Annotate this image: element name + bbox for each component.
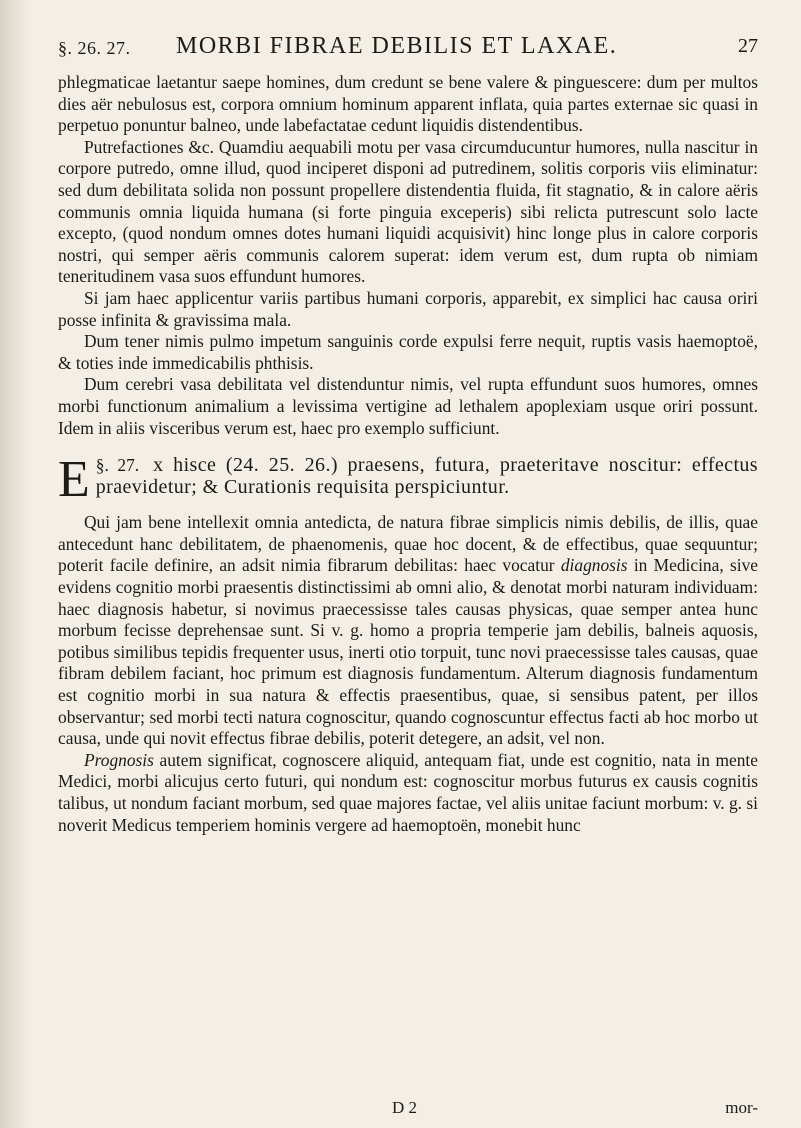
section-27-heading bbox=[58, 451, 758, 509]
paragraph-text: Quamdiu aequabili motu per vasa circumducuntur humores, nulla nascitur in corpore putredo, omne illud, quod inciperet disponi ad putredinem, solitis corporis viis eliminatur: sed dum debilitata solida non possunt propellere distendentia fluida, fit stagnatio, & in calore aëris communis omnia liquida humana (si forte pinguia exceperis) sibi relicta putrescunt solo lacte excepto, (quod nondum omnes dotes humani liquidi acquisivit) hinc longe plus in calore corporis nostri, qui semper aëris communis calorem superat: idem verum est, dum rupta ob nimiam teneritudinem vasa suos effundunt humores. bbox=[58, 136, 759, 287]
page-number: 27 bbox=[738, 35, 758, 57]
paragraph-diagnosis bbox=[58, 512, 758, 750]
paragraph-text: autem significat, cognoscere aliquid, antequam fiat, unde est cognitio, nata in mente Medici, morbi alicujus certo futuri, qui nondum est: cognoscitur morbus futurus ex causis cognitis talibus, ut nondum faciant morbum, sed quae majores factae, vel aliis unitae faciunt morbum: v. g. si noverit Medicus temperiem hominis vergere ad haemoptoën, monebit hunc bbox=[58, 749, 758, 835]
paragraph-putrefactiones bbox=[58, 137, 758, 288]
page-gutter-shadow bbox=[0, 0, 30, 1128]
page-footer bbox=[58, 1098, 758, 1120]
section-heading-text: x hisce (24. 25. 26.) praesens, futura, praeteritave noscitur: effectus praevidetur; & Curationis requisita perspiciuntur. bbox=[95, 454, 758, 498]
term-prognosis: Prognosis bbox=[84, 749, 154, 770]
catchword: mor- bbox=[725, 1098, 758, 1117]
header-title: MORBI FIBRAE DEBILIS ET LAXAE. bbox=[176, 33, 618, 59]
paragraph-text: Dum cerebri vasa debilitata vel distenduntur nimis, vel rupta effundunt suos humores, omnes morbi functionum animalium a levissima vertigine ad lethalem apoplexiam usque oriri possunt. Idem in aliis visceribus verum est, haec pro exemplo sufficiunt. bbox=[58, 374, 758, 438]
paragraph-continuation bbox=[58, 72, 758, 137]
paragraph-pulmo bbox=[58, 331, 758, 374]
paragraph-text: phlegmaticae laetantur saepe homines, dum credunt se bene valere & pinguescere: dum per multos dies aër nebulosus est, corpora omnium hominum apparent inflata, quia partes externae sic quasi in perpetuo ponuntur balneo, unde labefactatae cedunt liquidis distendentibus. bbox=[58, 72, 758, 136]
term-diagnosis: diagnosis bbox=[560, 555, 628, 576]
section-number: §. 27. bbox=[95, 455, 140, 476]
paragraph-applicentur bbox=[58, 288, 758, 331]
body-text bbox=[58, 72, 758, 836]
paragraph-text: Qui jam bene intellexit omnia antedicta, de natura fibrae simplicis nimis debilis, de illis, quae antecedunt hanc debilitatem, de phaenomenis, quae hoc docent, & de effectibus, quae sequuntur; poterit facile definire, an adsit nimia fibrarum debilitas: haec vocatur bbox=[58, 512, 758, 576]
paragraph-text: in Medicina, sive evidens cognitio morbi praesentis distinctissimi ab omni alio, & denotat morbi naturam individuam: haec diagnosis habetur, si novimus praecessisse tales causas physicas, quae semper antea hunc morbum fecisse deprehensae sunt. Si v. g. homo a propria temperie jam debilis, balneis aquosis, potibus similibus tepidis frequenter usus, inerti otio torpuit, tunc novi praecessisse tales causas, quae fibram debilem faciant, hoc primum est diagnosis fundamentum. Alterum diagnosis fundamentum est cognitio morbi in sua natura & effectis praesentibus, quae, si sensibus patent, per illos observantur; sed morbi tecti natura cognoscitur, quando cognoscuntur effectus facti ab hoc morbo ut causa, unde qui novit effectus fibrae debilis, poterit detegere, an adsit, vel non. bbox=[58, 555, 758, 749]
drop-cap: E bbox=[58, 451, 90, 509]
paragraph-text: Dum tener nimis pulmo impetum sanguinis corde expulsi ferre nequit, ruptis vasis haemoptoë, & toties inde immedicabilis phthisis. bbox=[58, 331, 758, 373]
paragraph-lead: Putrefactiones &c. bbox=[84, 136, 214, 157]
running-header bbox=[58, 30, 758, 60]
paragraph-cerebri bbox=[58, 374, 758, 439]
header-section-ref: §. 26. 27. bbox=[58, 38, 131, 58]
signature-mark: D 2 bbox=[392, 1098, 418, 1117]
paragraph-prognosis bbox=[58, 750, 758, 836]
paragraph-text: Si jam haec applicentur variis partibus humani corporis, apparebit, ex simplici hac causa oriri posse infinita & gravissima mala. bbox=[58, 287, 758, 330]
